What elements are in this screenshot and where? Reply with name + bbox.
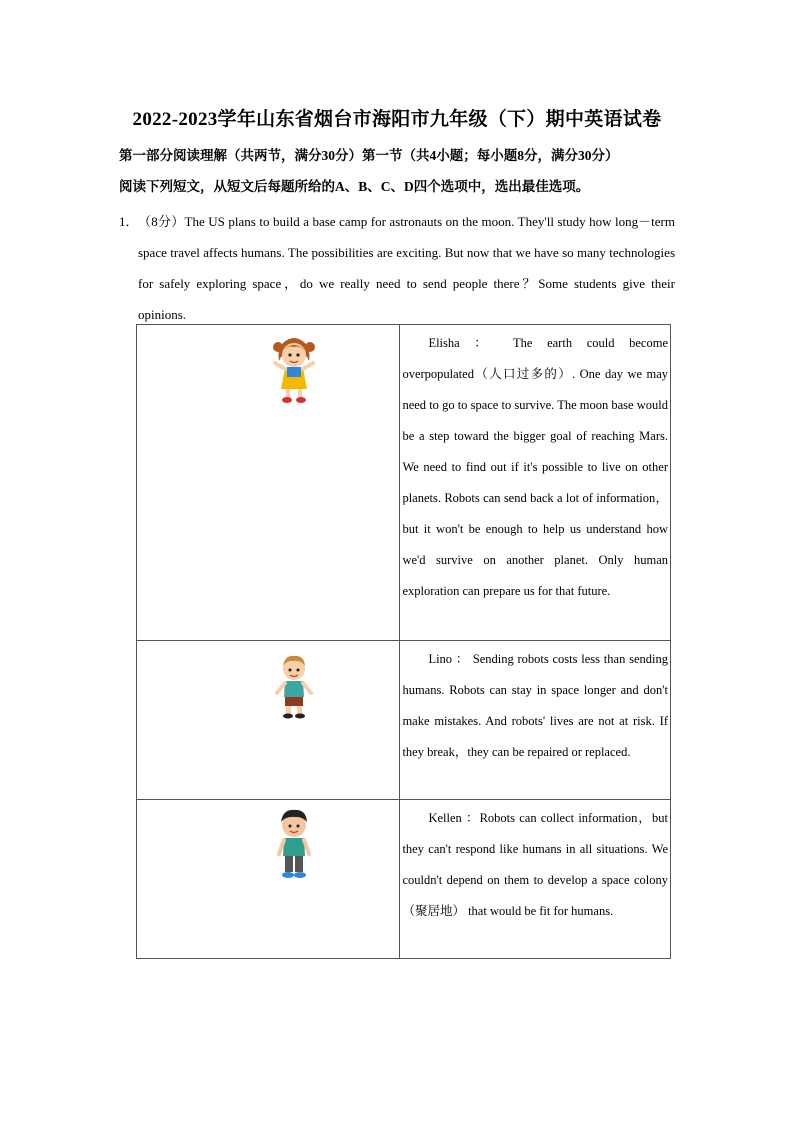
- picture-cell: [137, 800, 400, 959]
- opinion-text: Sending robots costs less than sending humans. Robots can stay in space longer and don't make mistakes. And robots' lives are not at risk. If they break，they can be repaired or replaced.: [402, 652, 668, 759]
- opinion-cell-lino: Lino ： Sending robots costs less than sending humans. Robots can stay in space longer and don't make mistakes. And robots' lives are not at risk. If they break，they can be repaired or replaced.: [400, 641, 671, 800]
- girl-cartoon-icon: [271, 335, 317, 405]
- table-row: [137, 325, 671, 641]
- opinion-cell-kellen: Kellen ：Robots can collect information，but they can't respond like humans in all situations. We couldn't depend on them to develop a space colony（聚居地） that would be fit for humans.: [400, 800, 671, 959]
- picture-cell: [137, 641, 400, 800]
- boy-cartoon-icon: [271, 653, 317, 721]
- opinion-cell-elisha: Elisha ： The earth could become overpopulated（人口过多的）. One day we may need to go to space to survive. The moon base would be a step toward the bigger goal of reaching Mars. We need to find out if it's possible to live on other planets. Robots can send back a lot of information，but it won't be enough to help us understand how we'd survive on another planet. Only human exploration can prepare us for that future.: [400, 325, 671, 641]
- speaker-name: Kellen: [428, 811, 462, 825]
- page-title: 2022-2023学年山东省烟台市海阳市九年级（下）期中英语试卷: [132, 109, 662, 130]
- question-passage: [119, 206, 675, 330]
- table-row: [137, 800, 671, 959]
- section-heading: 第一部分阅读理解（共两节，满分30分）第一节（共4小题；每小题8分，满分30分）: [119, 148, 619, 163]
- question-1: [119, 206, 675, 330]
- opinion-text: The earth could become overpopulated（人口过多的）. One day we may need to go to space to survive. The moon base would be a step toward the bigger goal of reaching Mars. We need to find out if it's possible to live on other planets. Robots can send back a lot of information，but it won't be enough to help us understand how we'd survive on another planet. Only human exploration can prepare us for that future.: [402, 336, 668, 598]
- picture-cell: [137, 325, 400, 641]
- boy-cartoon-icon: [271, 808, 317, 882]
- opinions-table: [136, 324, 671, 959]
- question-number: 1．: [119, 214, 139, 229]
- opinion-text: Robots can collect information，but they can't respond like humans in all situations. We couldn't depend on them to develop a space colony（聚居地） that would be fit for humans.: [402, 811, 668, 918]
- speaker-name: Lino: [428, 652, 453, 666]
- instruction-text: 阅读下列短文，从短文后每题所给的A、B、C、D四个选项中，选出最佳选项。: [119, 179, 590, 194]
- passage-text: The US plans to build a base camp for astronauts on the moon. They'll study how long－term space travel affects humans. The possibilities are exciting. But now that we have so many technologies for safely exploring space，do we really need to send people there？Some students give their opinions.: [138, 214, 675, 322]
- question-points: （8分）: [138, 214, 185, 229]
- speaker-name: Elisha: [428, 336, 460, 350]
- table-row: [137, 641, 671, 800]
